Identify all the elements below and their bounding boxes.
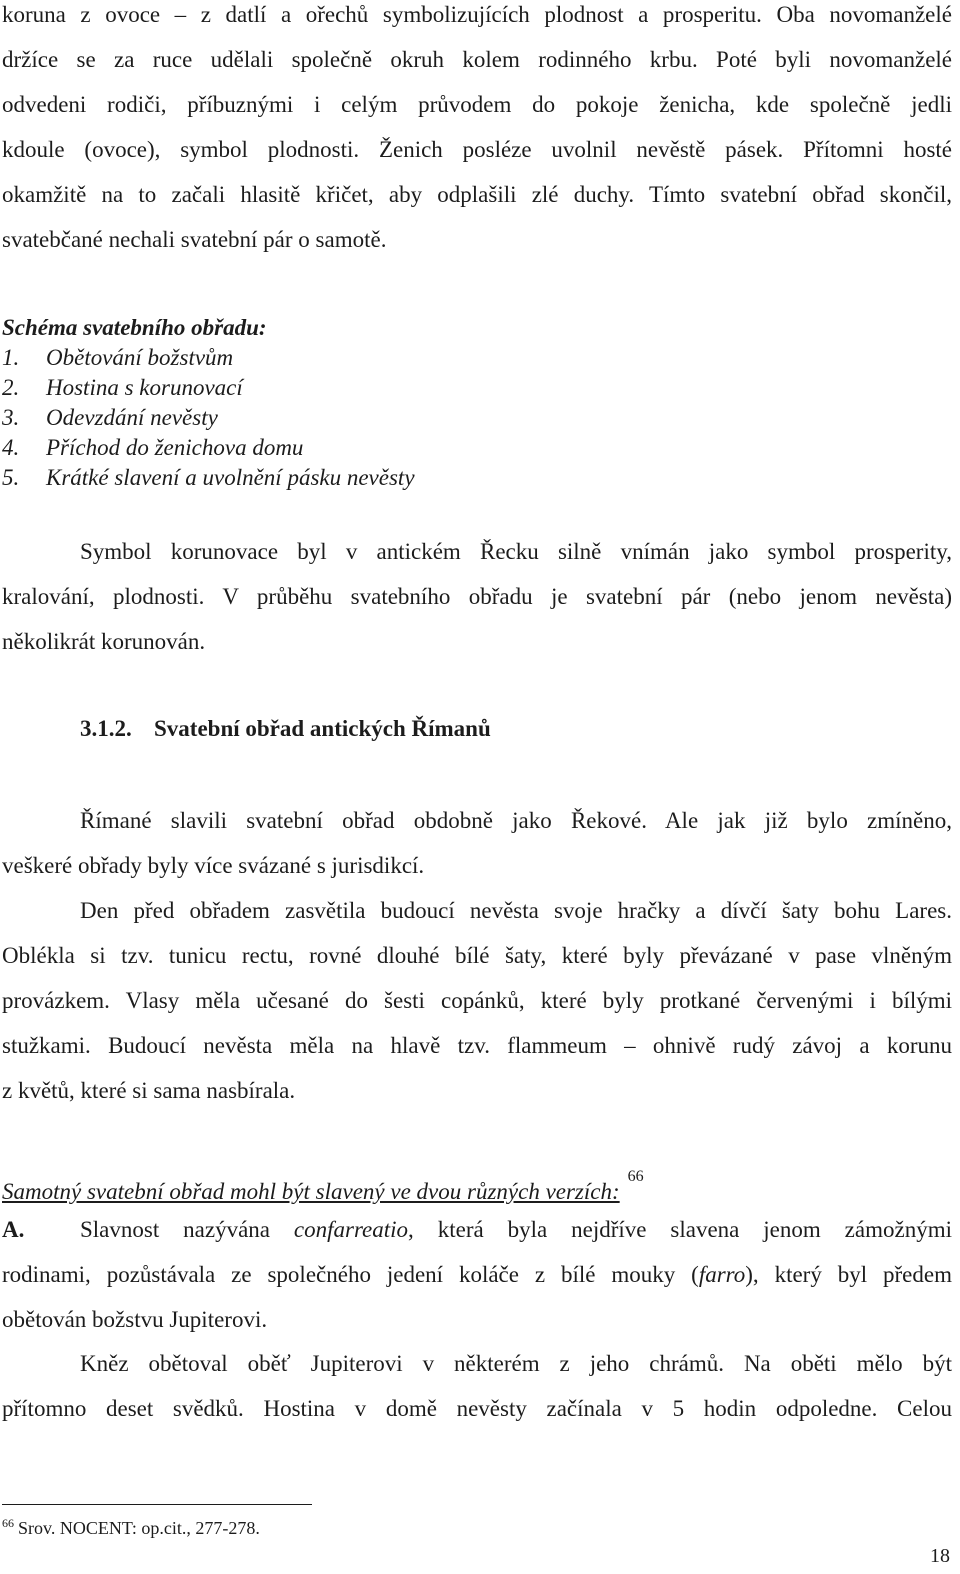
versions-heading [2, 1168, 644, 1205]
text-line: Den před obřadem zasvětila budoucí nevěsta svoje hračky a dívčí šaty bohu Lares. [80, 898, 952, 923]
list-item [2, 433, 415, 463]
version-a-paragraph [2, 1207, 952, 1342]
text-line: odvedeni rodiči, příbuznými i celým průvodem do pokoje ženicha, kde společně jedli [2, 92, 952, 117]
list-item [2, 403, 415, 433]
page-number: 18 [930, 1545, 950, 1567]
text-line: okamžitě na to začali hlasitě křičet, aby odplašili zlé duchy. Tímto svatební obřad skončil, [2, 182, 952, 207]
text-line: Oblékla si tzv. tunicu rectu, rovné dlouhé bílé šaty, které byly převázané v pase vlněným [2, 943, 952, 968]
text-line: provázkem. Vlasy měla učesané do šesti copánků, které byly protkané červenými i bílými [2, 988, 952, 1013]
list-item [2, 463, 415, 493]
footnote-number: 66 [2, 1516, 14, 1530]
versions-heading-text: Samotný svatební obřad mohl být slavený ve dvou různých verzích: [2, 1179, 620, 1204]
roman-paragraph-2 [2, 888, 952, 1113]
text-line: kdoule (ovoce), symbol plodnosti. Ženich posléze uvolnil nevěstě pásek. Přítomni hosté [2, 137, 952, 162]
footnote-reference: 66 [627, 1168, 644, 1185]
text-run: rodinami, pozůstávala ze společného jedení koláče z bílé mouky ( [2, 1262, 699, 1287]
text-line: Symbol korunovace byl v antickém Řecku silně vnímán jako symbol prosperity, [80, 539, 952, 564]
list-item-text: Odevzdání nevěsty [46, 405, 218, 430]
section-number: 3.1.2. [80, 716, 132, 741]
schema-title: Schéma svatebního obřadu: [2, 315, 267, 340]
section-heading [80, 716, 491, 742]
text-line: koruna z ovoce – z datlí a ořechů symbolizujících plodnost a prosperitu. Oba novomanželé [2, 2, 952, 27]
ceremony-schema [2, 313, 415, 493]
text-line [2, 1252, 952, 1297]
text-line: veškeré obřady byly více svázané s jurisdikcí. [2, 853, 425, 878]
text-run: ), který byl předem [745, 1262, 952, 1287]
latin-term: confarreatio [293, 1217, 409, 1242]
text-line: držíce se za ruce udělali společně okruh kolem rodinného krbu. Poté byli novomanželé [2, 47, 952, 72]
list-item-number: 4. [2, 435, 20, 460]
text-run: Slavnost nazývána [80, 1217, 294, 1242]
crown-paragraph [2, 529, 952, 664]
list-item-number: 2. [2, 375, 20, 400]
text-line: Římané slavili svatební obřad obdobně jako Řekové. Ale jak již bylo zmíněno, [80, 808, 952, 833]
list-item-number: 5. [2, 465, 20, 490]
intro-paragraph [2, 0, 952, 262]
list-item-text: Obětování božstvům [46, 345, 234, 370]
text-line: obětován božstvu Jupiterovi. [2, 1307, 268, 1332]
text-line: kralování, plodnosti. V průběhu svatebního obřadu je svatební pár (nebo jenom nevěsta) [2, 584, 952, 609]
priest-paragraph [2, 1341, 952, 1431]
list-item-text: Krátké slavení a uvolnění pásku nevěsty [46, 465, 415, 490]
footnote [2, 1516, 260, 1539]
list-item-number: 3. [2, 405, 20, 430]
text-line: Kněz obětoval oběť Jupiterovi v některém z jeho chrámů. Na oběti mělo být [80, 1351, 952, 1376]
list-item [2, 373, 415, 403]
text-line: několikrát korunován. [2, 629, 206, 654]
version-a-label: A. [2, 1217, 25, 1242]
list-item-number: 1. [2, 345, 20, 370]
list-item-text: Příchod do ženichova domu [46, 435, 304, 460]
footnote-divider [2, 1504, 312, 1505]
footnote-text: Srov. NOCENT: op.cit., 277-278. [18, 1518, 260, 1538]
text-line: z květů, které si sama nasbírala. [2, 1078, 296, 1103]
text-line [2, 1207, 952, 1252]
schema-list [2, 343, 415, 493]
list-item [2, 343, 415, 373]
roman-paragraph-1 [2, 798, 952, 888]
latin-term: farro [698, 1262, 746, 1287]
text-line: stužkami. Budoucí nevěsta měla na hlavě tzv. flammeum – ohnivě rudý závoj a korunu [2, 1033, 952, 1058]
list-item-text: Hostina s korunovací [46, 375, 243, 400]
text-line: svatebčané nechali svatební pár o samotě. [2, 227, 387, 252]
text-run: , která byla nejdříve slavena jenom zámožnými [408, 1217, 952, 1242]
text-line: přítomno deset svědků. Hostina v domě nevěsty začínala v 5 hodin odpoledne. Celou [2, 1396, 952, 1421]
section-title: Svatební obřad antických Římanů [154, 716, 491, 741]
